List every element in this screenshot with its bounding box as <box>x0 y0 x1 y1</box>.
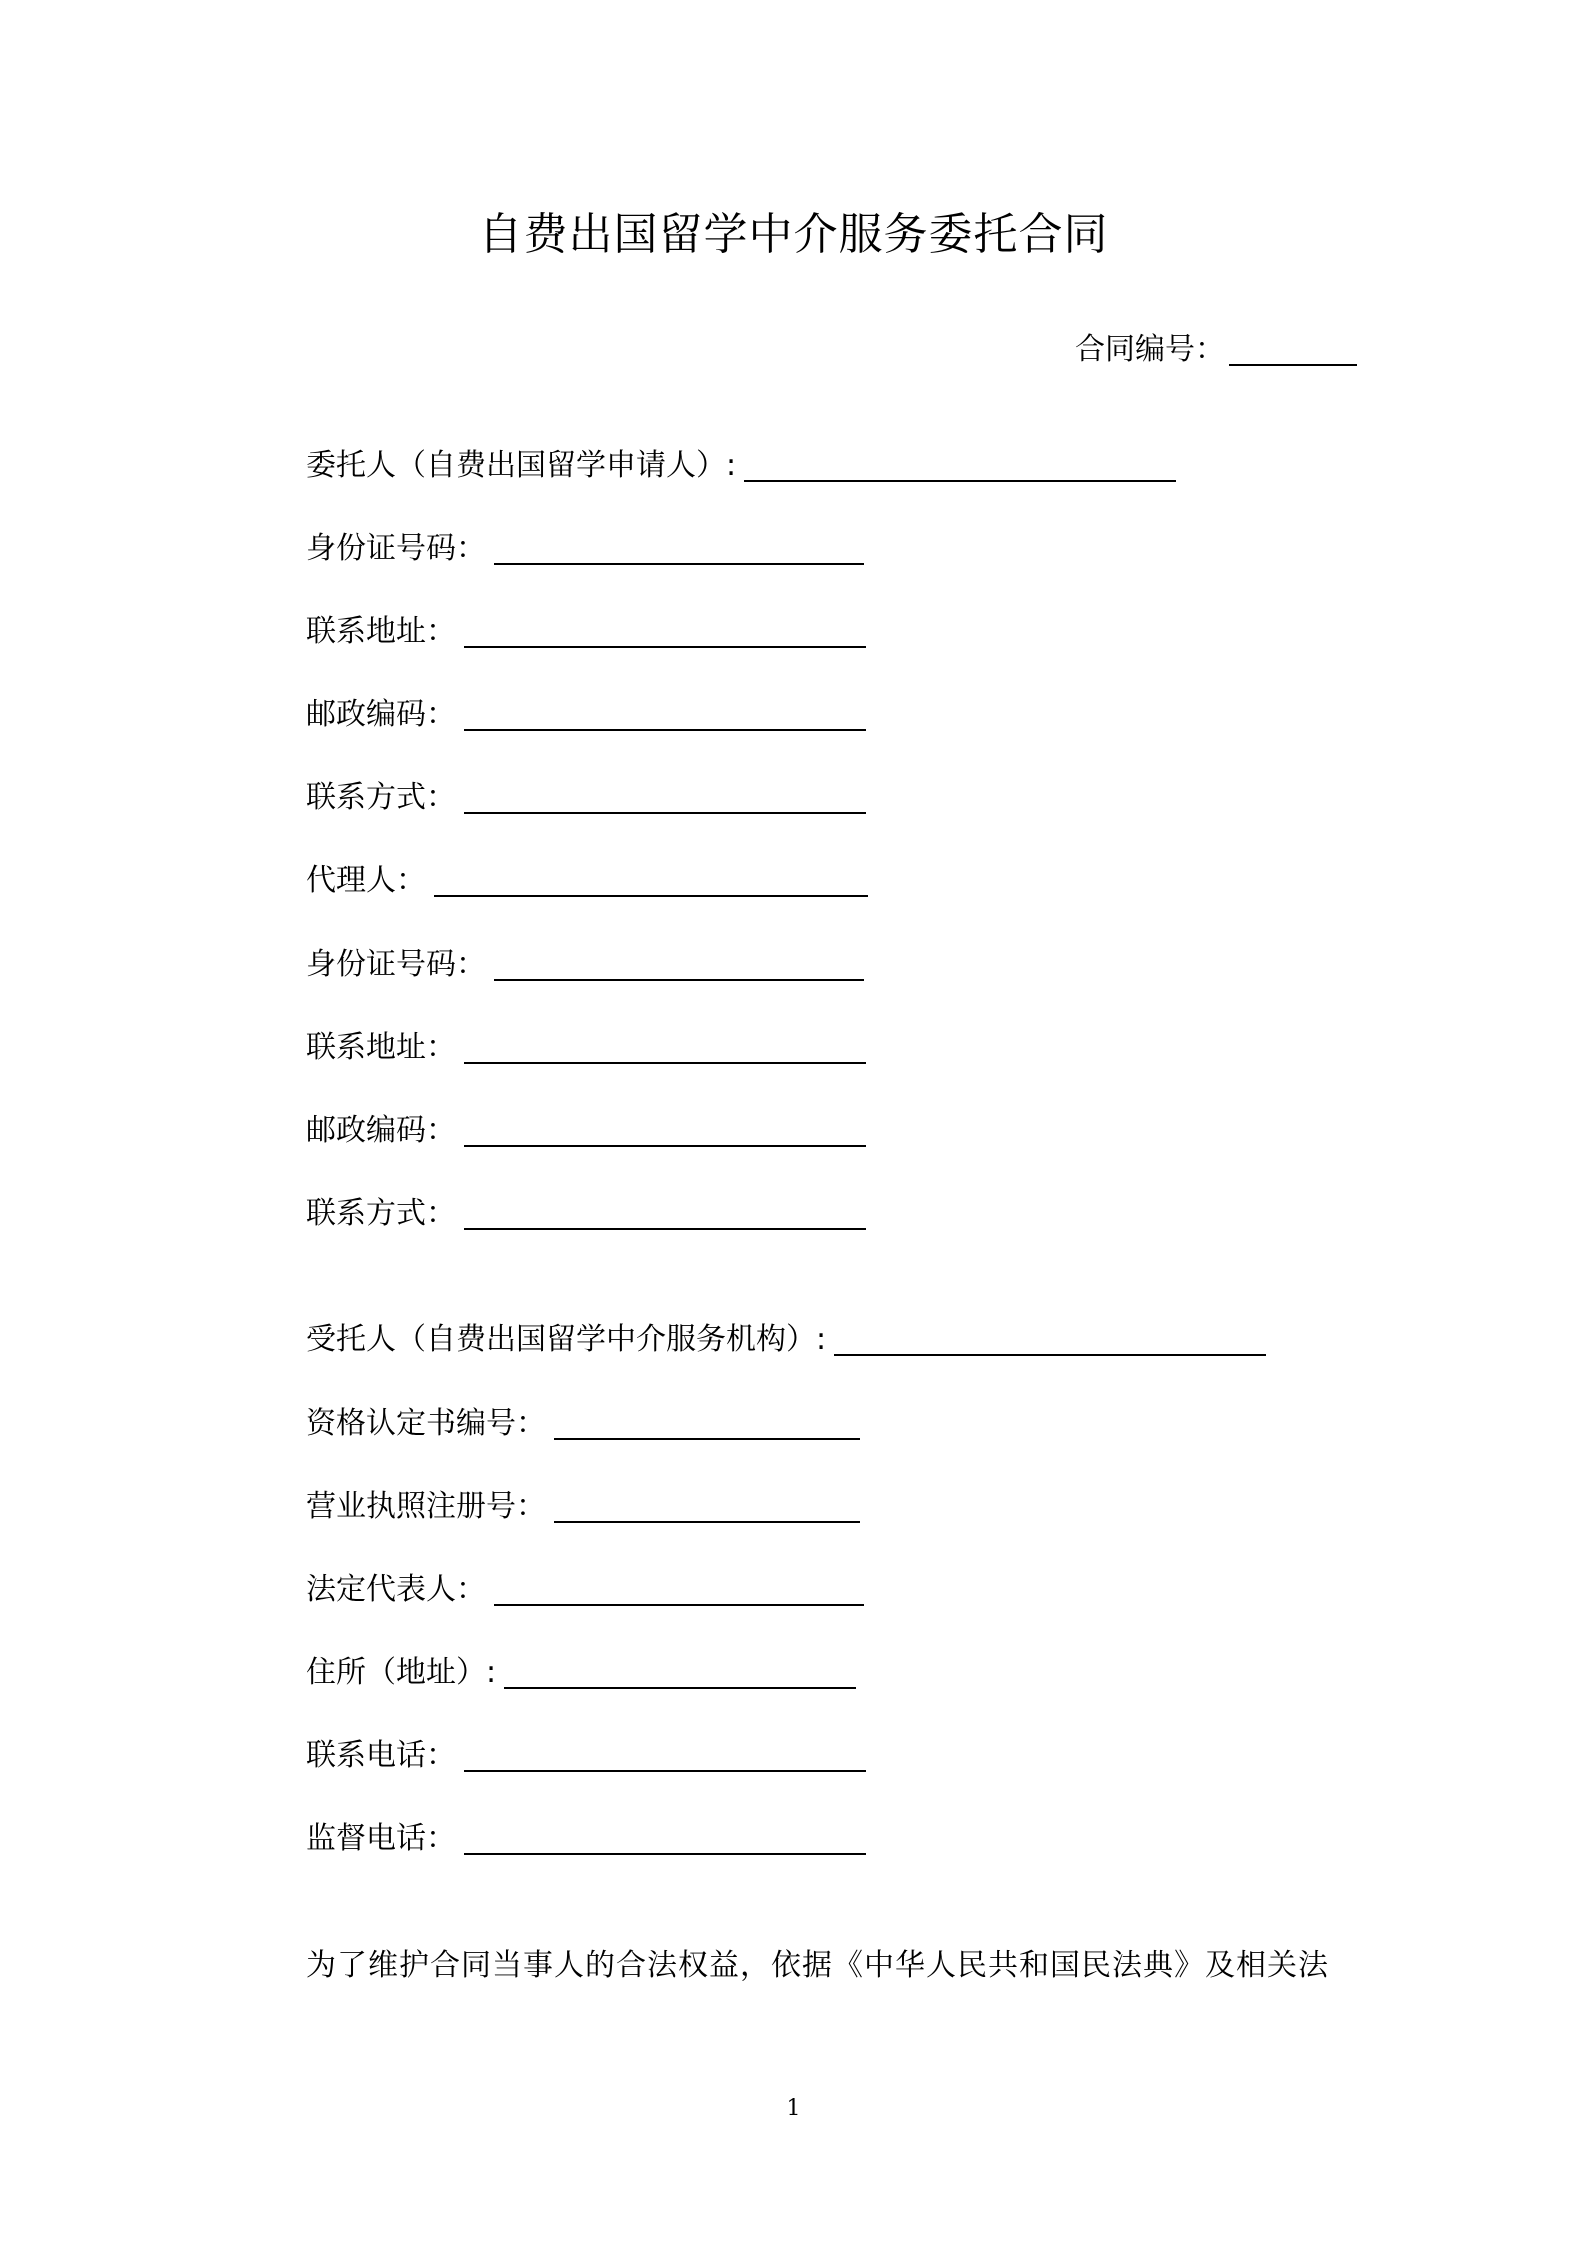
agent-id-field <box>306 943 864 987</box>
field-label: 邮政编码： <box>306 1113 456 1148</box>
agent-postcode-field <box>306 1109 866 1153</box>
agency-qualification-blank[interactable] <box>554 1404 860 1440</box>
field-label: 邮政编码： <box>306 697 456 732</box>
agent-contact-field <box>306 1192 866 1236</box>
agent-address-blank[interactable] <box>464 1028 866 1064</box>
agency-name-blank[interactable] <box>834 1320 1266 1356</box>
client-postcode-field <box>306 693 866 737</box>
field-label: 联系地址： <box>306 614 456 649</box>
agency-phone-field <box>306 1734 866 1778</box>
agent-id-blank[interactable] <box>494 945 864 981</box>
agency-name-field <box>306 1318 1266 1362</box>
contract-number-label: 合同编号： <box>1075 332 1225 367</box>
field-label: 联系电话： <box>306 1738 456 1773</box>
field-label: 受托人（自费出国留学中介服务机构）: <box>306 1322 827 1357</box>
field-label: 联系地址： <box>306 1030 456 1065</box>
agency-address-blank[interactable] <box>504 1653 856 1689</box>
field-label: 身份证号码： <box>306 947 486 982</box>
field-label: 联系方式： <box>306 1196 456 1231</box>
agency-address-field <box>306 1651 856 1695</box>
client-id-blank[interactable] <box>494 529 864 565</box>
agency-phone-blank[interactable] <box>464 1736 866 1772</box>
agent-contact-blank[interactable] <box>464 1194 866 1230</box>
agent-address-field <box>306 1026 866 1070</box>
agency-license-field <box>306 1485 860 1529</box>
field-label: 监督电话： <box>306 1821 456 1856</box>
client-postcode-blank[interactable] <box>464 695 866 731</box>
field-label: 身份证号码： <box>306 531 486 566</box>
field-label: 联系方式： <box>306 780 456 815</box>
field-label: 代理人： <box>306 863 426 898</box>
agent-name-field <box>306 859 868 903</box>
contract-number <box>1075 330 1357 370</box>
intro-paragraph: 为了维护合同当事人的合法权益，依据《中华人民共和国民法典》及相关法 <box>306 1948 1329 1983</box>
agency-license-blank[interactable] <box>554 1487 860 1523</box>
field-label: 法定代表人： <box>306 1572 486 1607</box>
client-id-field <box>306 527 864 571</box>
agency-representative-blank[interactable] <box>494 1570 864 1606</box>
agent-name-blank[interactable] <box>434 861 868 897</box>
document-title: 自费出国留学中介服务委托合同 <box>478 209 1109 260</box>
client-name-blank[interactable] <box>744 446 1176 482</box>
page-number: 1 <box>786 2096 801 2121</box>
field-label: 委托人（自费出国留学申请人）: <box>306 448 737 483</box>
client-address-blank[interactable] <box>464 612 866 648</box>
agent-postcode-blank[interactable] <box>464 1111 866 1147</box>
client-contact-field <box>306 776 866 820</box>
agency-supervision-phone-blank[interactable] <box>464 1819 866 1855</box>
field-label: 住所（地址）: <box>306 1655 497 1690</box>
client-contact-blank[interactable] <box>464 778 866 814</box>
contract-number-blank[interactable] <box>1229 334 1357 366</box>
client-name-field <box>306 444 1176 488</box>
field-label: 营业执照注册号： <box>306 1489 546 1524</box>
agency-qualification-field <box>306 1402 860 1446</box>
agency-representative-field <box>306 1568 864 1612</box>
field-label: 资格认定书编号： <box>306 1406 546 1441</box>
client-address-field <box>306 610 866 654</box>
agency-supervision-phone-field <box>306 1817 866 1861</box>
